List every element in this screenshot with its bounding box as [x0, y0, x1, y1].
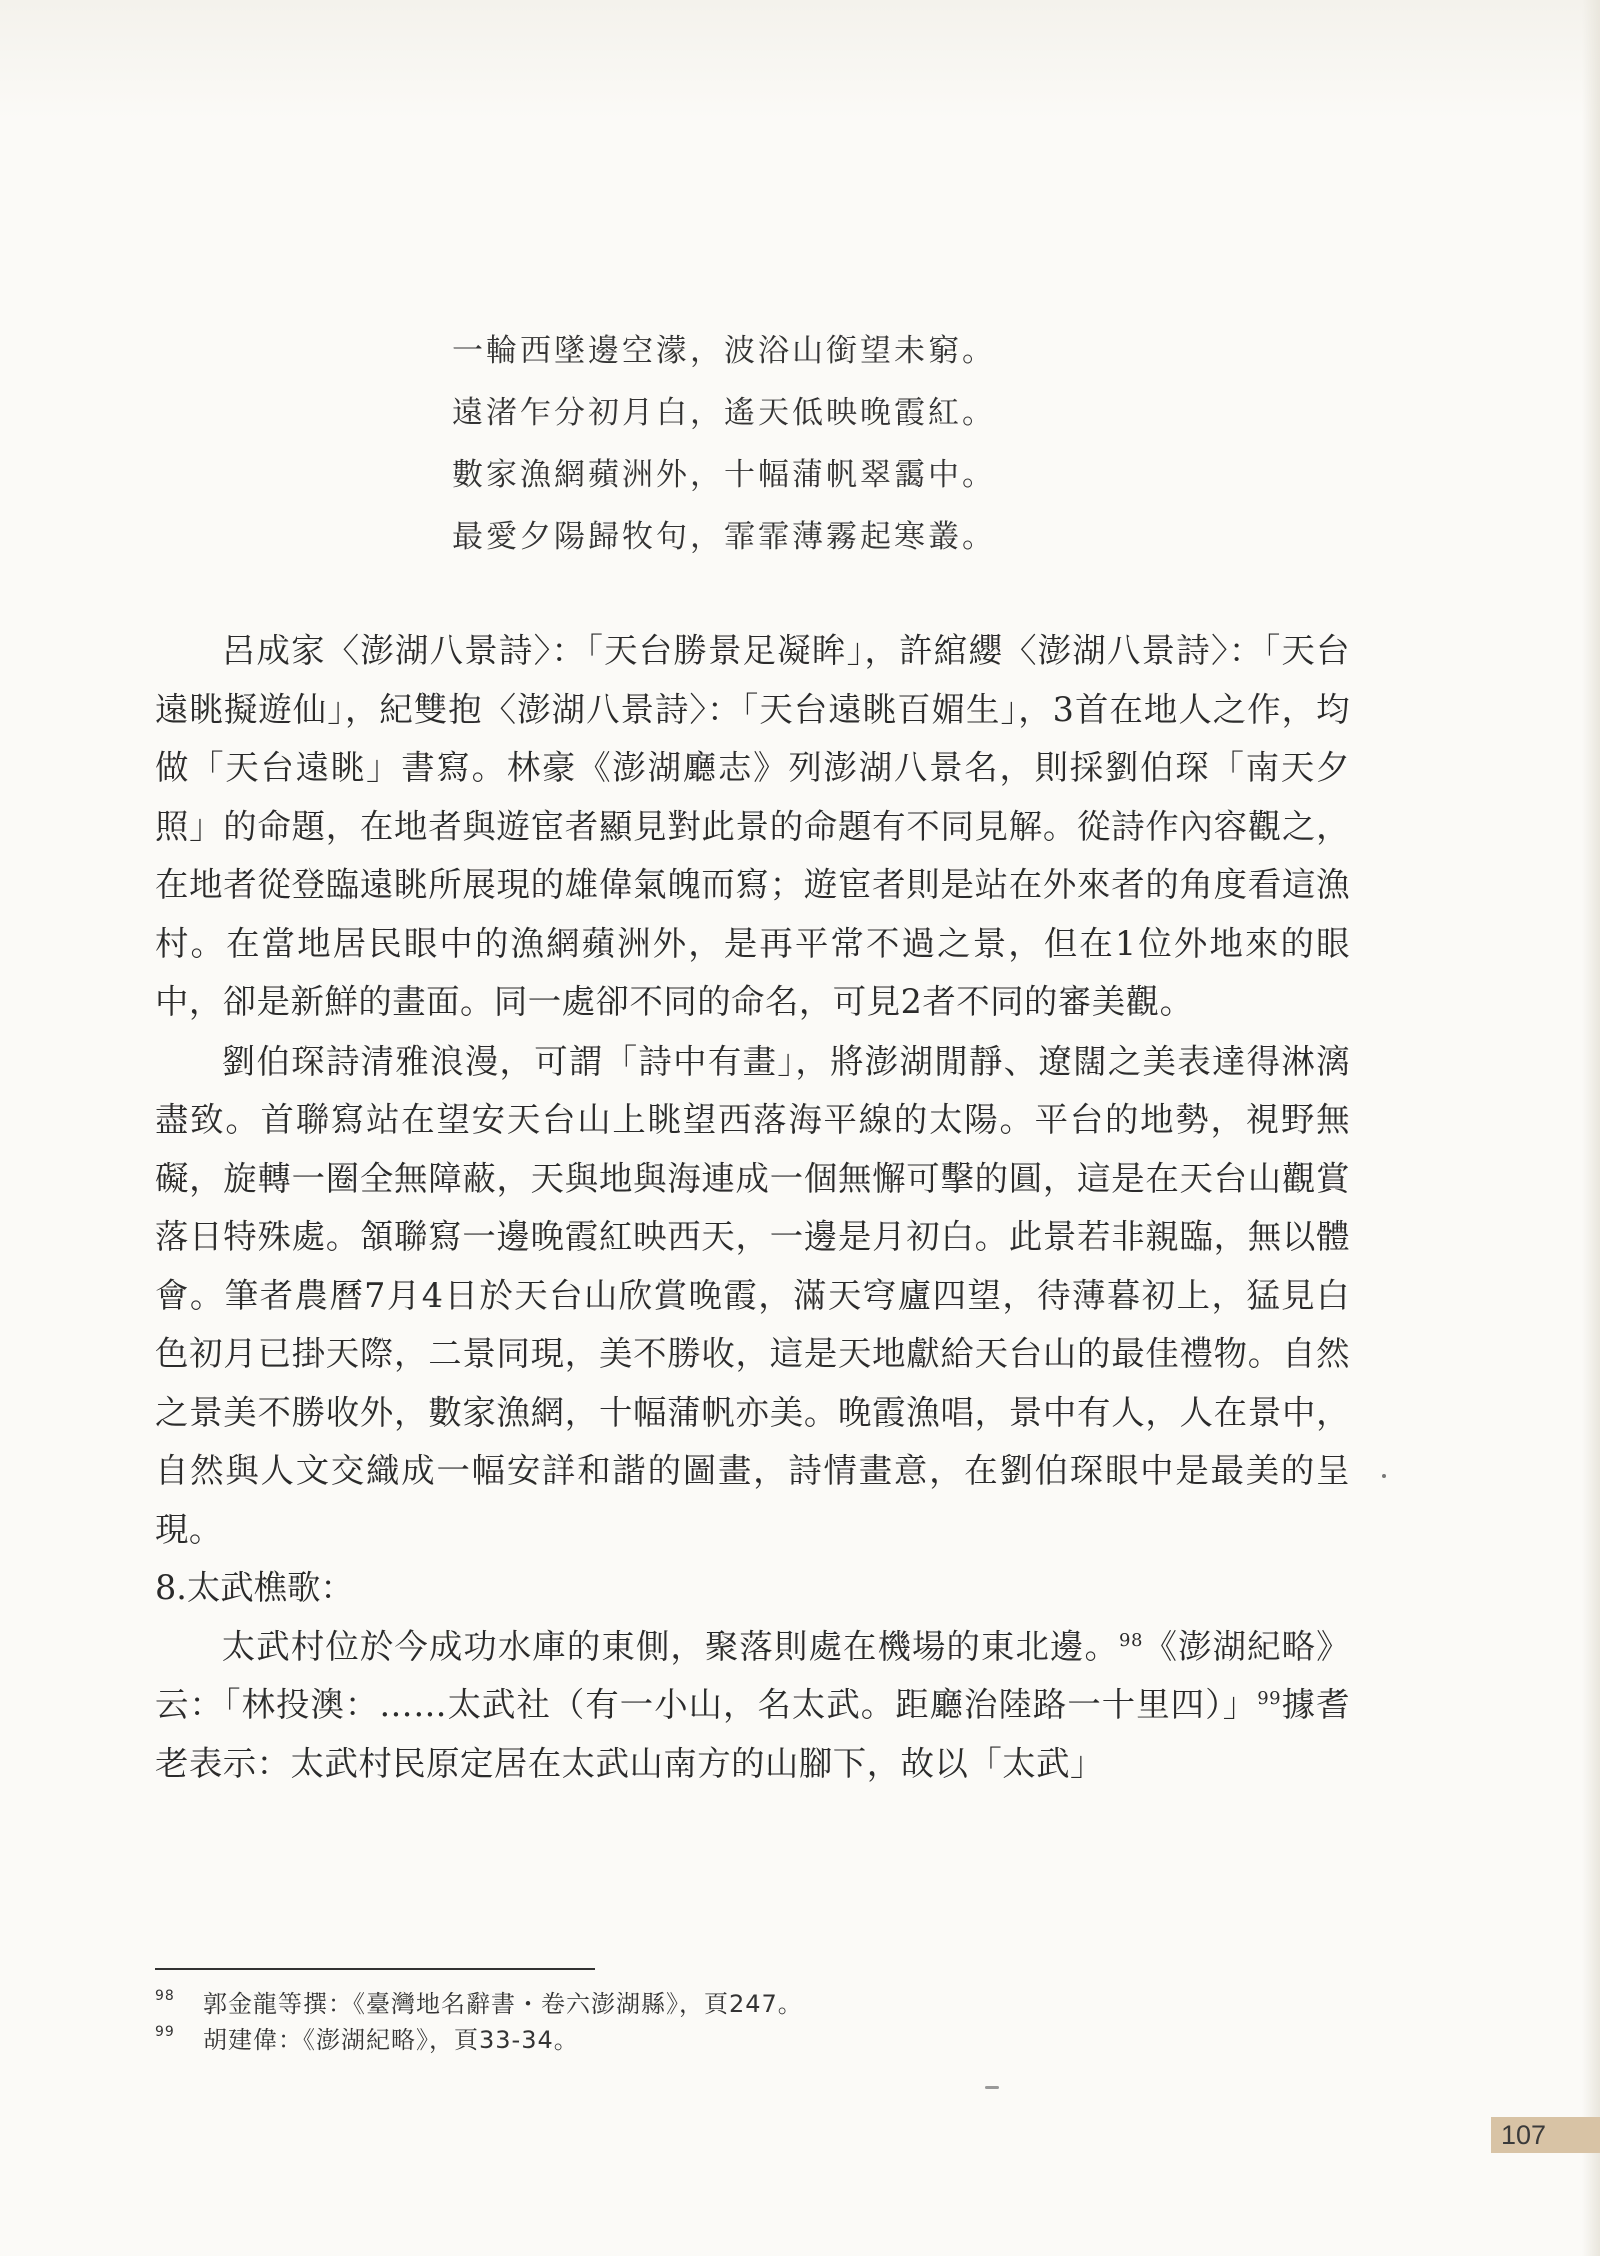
footnote-99: [155, 2022, 1255, 2058]
page-top-shadow: [0, 0, 1600, 120]
poem-line-4: 最愛夕陽歸牧句，霏霏薄霧起寒叢。: [452, 519, 996, 555]
footnote-ref-98[interactable]: 98: [1119, 1629, 1143, 1651]
footnote-text: 郭金龍等撰：《臺灣地名辭書・卷六澎湖縣》，頁247。: [203, 1990, 803, 2018]
poem-line-1: 一輪西墜邊空濛，波浴山銜望未窮。: [452, 333, 996, 369]
scan-speck: [1382, 1474, 1386, 1478]
poem-line-3: 數家漁網蘋洲外，十幅蒲帆翠靄中。: [452, 457, 996, 493]
paragraph-3-part-a: 太武村位於今成功水庫的東側，聚落則處在機場的東北邊。: [221, 1626, 1120, 1666]
paragraph-3-part-c: 據耆老表示：太武村民原定居在太武山南方的山腳下，故以「太武」: [155, 1685, 1350, 1783]
footnotes: [155, 1986, 1255, 2058]
poem-block: [452, 320, 1152, 568]
footnote-ref-99[interactable]: 99: [1257, 1687, 1282, 1709]
paragraph-3: [155, 1618, 1350, 1794]
paragraph-1: 呂成家〈澎湖八景詩〉：「天台勝景足凝眸」，許綰纓〈澎湖八景詩〉：「天台遠眺擬遊仙」，紀雙抱〈澎湖八景詩〉：「天台遠眺百媚生」，3首在地人之作，均做「天台遠眺」書寫。林豪《澎湖廳志》列澎湖八景名，則採劉伯琛「南天夕照」的命題，在地者與遊宦者顯見對此景的命題有不同見解。從詩作內容觀之，在地者從登臨遠眺所展現的雄偉氣魄而寫；遊宦者則是站在外來者的角度看這漁村。在當地居民眼中的漁網蘋洲外，是再平常不過之景，但在1位外地來的眼中，卻是新鮮的畫面。同一處卻不同的命名，可見2者不同的審美觀。: [155, 631, 1350, 1021]
footnote-number: 98: [155, 1988, 175, 2004]
page-number: 107: [1491, 2117, 1600, 2153]
section-heading: 8.太武樵歌：: [155, 1568, 354, 1607]
paragraph-2: 劉伯琛詩清雅浪漫，可謂「詩中有畫」，將澎湖閒靜、遼闊之美表達得淋漓盡致。首聯寫站在望安天台山上眺望西落海平線的太陽。平台的地勢，視野無礙，旋轉一圈全無障蔽，天與地與海連成一個無懈可擊的圓，這是在天台山觀賞落日特殊處。頷聯寫一邊晚霞紅映西天，一邊是月初白。此景若非親臨，無以體會。筆者農曆7月4日於天台山欣賞晚霞，滿天穹廬四望，待薄暮初上，猛見白色初月已掛天際，二景同現，美不勝收，這是天地獻給天台山的最佳禮物。自然之景美不勝收外，數家漁網，十幅蒲帆亦美。晚霞漁唱，景中有人，人在景中，自然與人文交織成一幅安詳和諧的圖畫，詩情畫意，在劉伯琛眼中是最美的呈現。: [155, 1041, 1350, 1549]
footnote-number: 99: [155, 2024, 175, 2040]
paragraph-3-part-b: 《澎湖紀略》云：「林投澳：……太武社（有一小山，名太武。距廳治陸路一十里四）」: [155, 1626, 1351, 1724]
footnote-text: 胡建偉：《澎湖紀略》，頁33-34。: [203, 2026, 579, 2054]
footnote-98: [155, 1986, 1255, 2022]
poem-line-2: 遠渚乍分初月白，遙天低映晚霞紅。: [452, 395, 996, 431]
scan-speck: [985, 2086, 999, 2089]
footnote-divider: [155, 1968, 595, 1970]
page-right-edge: [1582, 0, 1600, 2256]
body-text: [155, 622, 1350, 1793]
